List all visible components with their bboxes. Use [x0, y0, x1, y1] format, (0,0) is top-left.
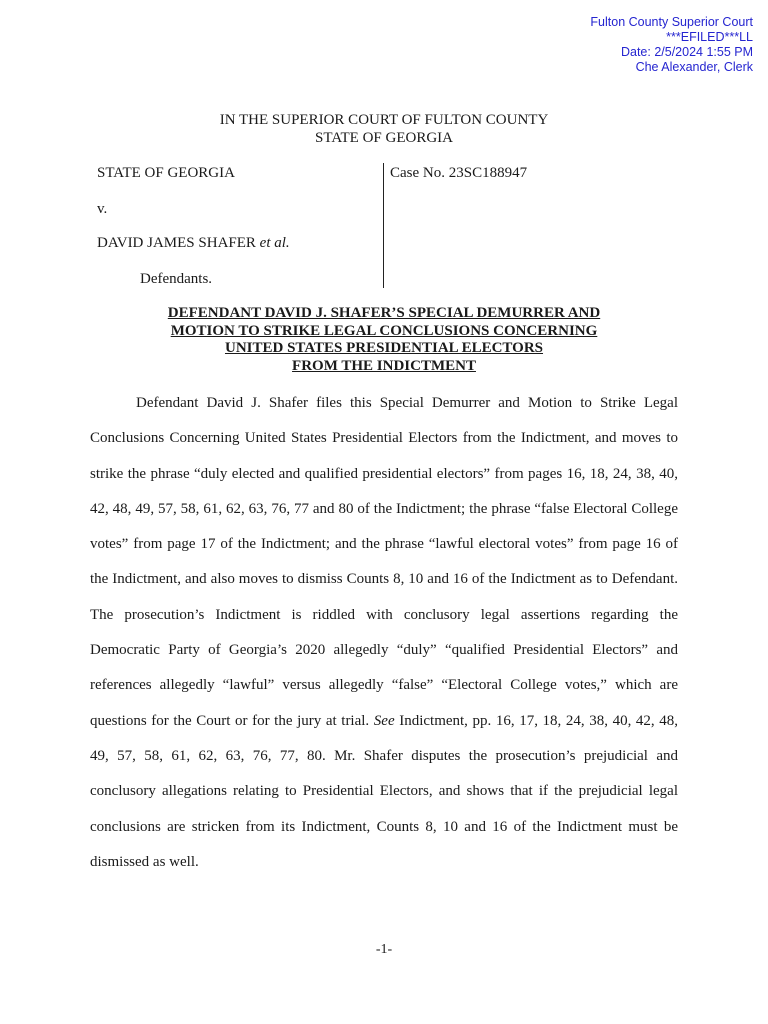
motion-body-paragraph: [90, 386, 678, 880]
case-number: Case No. 23SC188947: [390, 165, 528, 181]
body-text-part-1: Defendant David J. Shafer files this Special Demurrer and Motion to Strike Legal Conclusions Concerning United States Presidential Electors from the Indictment, and moves to strike the phrase “duly elected and qualified presidential electors” from pages 16, 18, 24, 38, 40, 42, 48, 49, 57, 58, 61, 62, 63, 76, 77 and 80 of the Indictment; the phrase “false Electoral College votes” from page 17 of the Indictment; and the phrase “lawful electoral votes” from page 16 of the Indictment, and also moves to dismiss Counts 8, 10 and 16 of the Indictment as to Defendant. The prosecution’s Indictment is riddled with conclusory legal assertions regarding the Democratic Party of Georgia’s 2020 allegedly “duly” “qualified Presidential Electors” and references allegedly “lawful” versus allegedly “false” “Electoral College votes,” which are questions for the Court or for the jury at trial.: [90, 395, 678, 729]
court-name: IN THE SUPERIOR COURT OF FULTON COUNTY: [219, 112, 549, 128]
page-number: -1-: [375, 942, 393, 957]
defendants-label: Defendants.: [140, 271, 213, 287]
stamp-clerk: Che Alexander, Clerk: [635, 60, 753, 74]
title-line-2: MOTION TO STRIKE LEGAL CONCLUSIONS CONCERNING: [170, 322, 598, 339]
motion-title: [0, 305, 768, 375]
title-line-1: DEFENDANT DAVID J. SHAFER’S SPECIAL DEMURRER AND: [167, 305, 601, 321]
court-heading: [0, 111, 768, 147]
stamp-date: Date: 2/5/2024 1:55 PM: [620, 45, 753, 59]
body-text-part-2: Indictment, pp. 16, 17, 18, 24, 38, 40, 42, 48, 49, 57, 58, 61, 62, 63, 76, 77, 80. Mr. Shafer disputes the prosecution’s prejudicial and conclusory allegations relating to Presidential Electors, and shows that if the prejudicial legal conclusions are stricken from its Indictment, Counts 8, 10 and 16 of the Indictment must be dismissed as well.: [90, 712, 679, 870]
stamp-efiled: ***EFILED***LL: [666, 30, 753, 44]
caption-divider: [383, 163, 384, 288]
defendant-name: DAVID JAMES SHAFER: [97, 235, 256, 251]
defendant-line: [97, 234, 290, 252]
see-signal: See: [373, 712, 395, 729]
versus-label: v.: [97, 201, 108, 217]
title-line-3: UNITED STATES PRESIDENTIAL ELECTORS: [224, 340, 544, 356]
defendant-et-al: et al.: [259, 235, 290, 251]
court-state: STATE OF GEORGIA: [315, 130, 453, 146]
stamp-court: Fulton County Superior Court: [590, 15, 753, 29]
title-line-4: FROM THE INDICTMENT: [292, 357, 476, 374]
plaintiff-name: STATE OF GEORGIA: [97, 165, 235, 181]
efiling-stamp: [590, 15, 753, 75]
